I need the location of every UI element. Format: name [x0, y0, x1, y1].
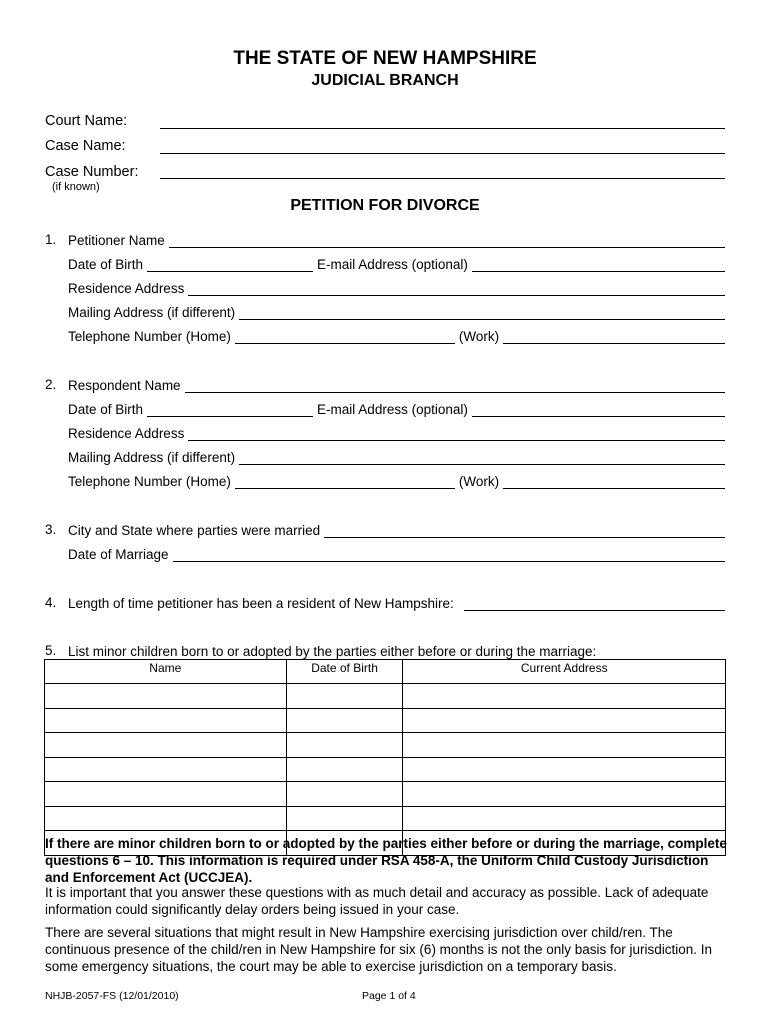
respondent-residence-row — [68, 425, 725, 441]
child-address-cell[interactable] — [403, 806, 726, 831]
child-name-cell[interactable] — [45, 782, 287, 807]
child-dob-cell[interactable] — [286, 757, 403, 782]
respondent-email-label: E-mail Address (optional) — [317, 402, 468, 417]
uccjea-notice: If there are minor children born to or adopted by the parties either before or during the marriage, complete questions 6 – 10. This information is required under RSA 458-A, the Uniform Child Custody Jurisdiction and Enforcement Act (UCCJEA). — [45, 836, 727, 885]
respondent-dob-label: Date of Birth — [68, 402, 144, 417]
petitioner-residence-label: Residence Address — [68, 281, 185, 296]
section-3-number: 3. — [45, 522, 57, 537]
respondent-tel-work-label: (Work) — [458, 474, 500, 489]
petitioner-tel-work-field[interactable] — [503, 331, 725, 344]
petitioner-name-label: Petitioner Name — [68, 233, 165, 248]
petitioner-dob-label: Date of Birth — [68, 257, 144, 272]
marriage-place-label: City and State where parties were married — [68, 523, 321, 538]
marriage-date-row — [68, 546, 725, 562]
table-row — [45, 708, 726, 733]
respondent-name-field[interactable] — [185, 380, 725, 393]
accuracy-paragraph: It is important that you answer these questions with as much detail and accuracy as possible. Lack of adequate information could significantly delay orders being issued in your case. — [45, 885, 709, 917]
child-dob-cell[interactable] — [286, 782, 403, 807]
child-address-cell[interactable] — [403, 782, 726, 807]
respondent-residence-field[interactable] — [188, 428, 725, 441]
petitioner-mailing-field[interactable] — [239, 307, 725, 320]
child-dob-cell[interactable] — [286, 708, 403, 733]
col-header-name: Name — [45, 660, 287, 684]
child-name-cell[interactable] — [45, 757, 287, 782]
marriage-date-field[interactable] — [173, 549, 725, 562]
jurisdiction-paragraph: There are several situations that might result in New Hampshire exercising jurisdiction over child/ren. The continuous presence of the child/ren in New Hampshire for six (6) months is not the only basis for jurisdiction. In some emergency situations, the court may be able to exercise jurisdiction on a temporary basis. — [45, 925, 713, 974]
table-row — [45, 684, 726, 709]
child-address-cell[interactable] — [403, 733, 726, 758]
child-address-cell[interactable] — [403, 684, 726, 709]
section-5-number: 5. — [45, 643, 57, 658]
petitioner-email-field[interactable] — [472, 259, 725, 272]
marriage-place-field[interactable] — [324, 525, 725, 538]
petitioner-mailing-label: Mailing Address (if different) — [68, 305, 236, 320]
children-prompt-row — [68, 643, 728, 659]
respondent-telephone-row — [68, 473, 725, 489]
respondent-tel-home-label: Telephone Number (Home) — [68, 474, 231, 489]
respondent-tel-home-field[interactable] — [235, 476, 455, 489]
respondent-mailing-row — [68, 449, 725, 465]
table-row — [45, 757, 726, 782]
branch-title: JUDICIAL BRANCH — [311, 72, 459, 89]
petitioner-residence-field[interactable] — [188, 283, 725, 296]
child-address-cell[interactable] — [403, 757, 726, 782]
form-id: NHJB-2057-FS (12/01/2010) — [45, 990, 179, 1002]
state-title: THE STATE OF NEW HAMPSHIRE — [233, 48, 537, 69]
respondent-name-label: Respondent Name — [68, 378, 181, 393]
case-name-field[interactable] — [160, 153, 725, 154]
respondent-dob-email-row — [68, 401, 725, 417]
respondent-name-row — [68, 377, 725, 393]
case-number-field[interactable] — [160, 178, 725, 179]
residency-label: Length of time petitioner has been a resident of New Hampshire: — [68, 596, 454, 611]
respondent-mailing-field[interactable] — [239, 452, 725, 465]
petitioner-tel-home-label: Telephone Number (Home) — [68, 329, 231, 344]
child-name-cell[interactable] — [45, 708, 287, 733]
petitioner-email-label: E-mail Address (optional) — [317, 257, 468, 272]
child-dob-cell[interactable] — [286, 684, 403, 709]
residency-field[interactable] — [464, 598, 725, 611]
court-name-field[interactable] — [160, 128, 725, 129]
child-name-cell[interactable] — [45, 733, 287, 758]
table-row — [45, 806, 726, 831]
table-row — [45, 733, 726, 758]
court-name-label: Court Name: — [45, 113, 128, 129]
residency-row — [68, 595, 725, 611]
respondent-tel-work-field[interactable] — [503, 476, 725, 489]
col-header-dob: Date of Birth — [286, 660, 403, 684]
petitioner-tel-work-label: (Work) — [458, 329, 500, 344]
case-name-label: Case Name: — [45, 138, 126, 154]
petitioner-mailing-row — [68, 304, 725, 320]
page-number: Page 1 of 4 — [362, 990, 416, 1002]
petitioner-residence-row — [68, 280, 725, 296]
petitioner-dob-email-row — [68, 256, 725, 272]
children-table — [44, 659, 726, 856]
marriage-place-row — [68, 522, 725, 538]
respondent-dob-field[interactable] — [147, 404, 313, 417]
petitioner-telephone-row — [68, 328, 725, 344]
section-2-number: 2. — [45, 377, 57, 392]
child-dob-cell[interactable] — [286, 733, 403, 758]
child-address-cell[interactable] — [403, 708, 726, 733]
case-number-label: Case Number: — [45, 164, 139, 180]
child-name-cell[interactable] — [45, 684, 287, 709]
respondent-residence-label: Residence Address — [68, 426, 185, 441]
respondent-mailing-label: Mailing Address (if different) — [68, 450, 236, 465]
if-known-note: (if known) — [52, 181, 100, 193]
petitioner-tel-home-field[interactable] — [235, 331, 455, 344]
section-4-number: 4. — [45, 595, 57, 610]
marriage-date-label: Date of Marriage — [68, 547, 169, 562]
children-table-header — [45, 660, 726, 684]
col-header-address: Current Address — [403, 660, 726, 684]
form-title: PETITION FOR DIVORCE — [290, 197, 480, 214]
respondent-email-field[interactable] — [472, 404, 725, 417]
petitioner-name-field[interactable] — [169, 235, 725, 248]
petitioner-dob-field[interactable] — [147, 259, 313, 272]
children-prompt: List minor children born to or adopted by the parties either before or during the marriage: — [68, 644, 597, 659]
petitioner-name-row — [68, 232, 725, 248]
child-name-cell[interactable] — [45, 806, 287, 831]
table-row — [45, 782, 726, 807]
child-dob-cell[interactable] — [286, 806, 403, 831]
section-1-number: 1. — [45, 232, 57, 247]
